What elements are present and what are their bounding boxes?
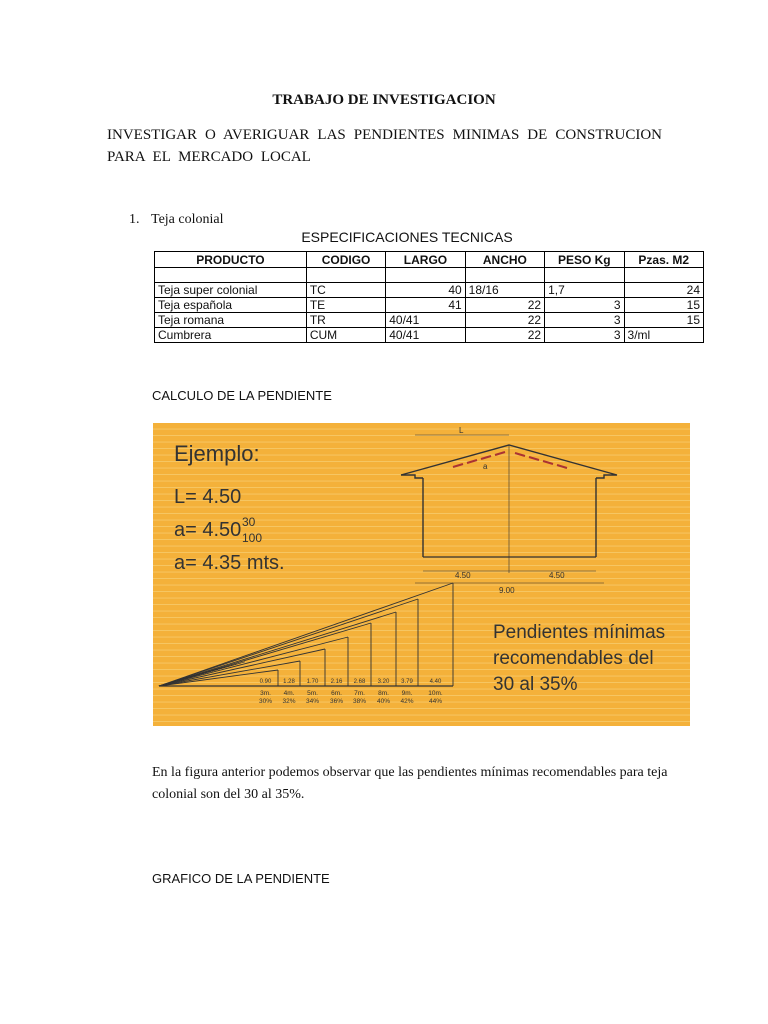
- page-title: TRABAJO DE INVESTIGACION: [272, 92, 496, 108]
- dim-total-label: 9.00: [499, 586, 515, 595]
- table-cell: [545, 268, 624, 283]
- table-cell: 1,7: [545, 283, 624, 298]
- table-cell: 15: [624, 313, 703, 328]
- list-number: 1.: [129, 212, 140, 227]
- note-line-1: Pendientes mínimas: [493, 622, 666, 643]
- table-header: Pzas. M2: [624, 252, 703, 268]
- slope-height-label: 3.79: [401, 679, 413, 685]
- example-heading: Ejemplo:: [174, 441, 260, 466]
- table-cell: [624, 268, 703, 283]
- table-cell: Cumbrera: [155, 328, 307, 343]
- table-cell: 40/41: [386, 328, 465, 343]
- list-item: [129, 212, 224, 228]
- table-cell: 24: [624, 283, 703, 298]
- table-header: LARGO: [386, 252, 465, 268]
- table-cell: [386, 268, 465, 283]
- formula-a-sub: 100: [242, 531, 263, 545]
- table-cell: Teja super colonial: [155, 283, 307, 298]
- slope-height-label: 0.90: [259, 679, 272, 685]
- table-row: [155, 268, 704, 283]
- table-cell: Teja romana: [155, 313, 307, 328]
- slope-length-label: 9m.: [401, 690, 413, 697]
- slope-height-label: 2.68: [353, 679, 366, 685]
- slope-length-label: 10m.: [428, 690, 443, 697]
- spec-title: ESPECIFICACIONES TECNICAS: [301, 229, 513, 245]
- table-cell: 18/16: [465, 283, 544, 298]
- label-l: L: [459, 426, 464, 435]
- table-row: [155, 313, 704, 328]
- table-cell: 22: [465, 298, 544, 313]
- slope-length-label: 5m.: [307, 690, 318, 697]
- slope-figure: [153, 423, 690, 726]
- dim-left-label: 4.50: [455, 571, 471, 580]
- table-row: [155, 298, 704, 313]
- table-cell: TC: [306, 283, 385, 298]
- table-cell: TE: [306, 298, 385, 313]
- slope-length-label: 6m.: [331, 690, 342, 697]
- slope-percent-label: 38%: [352, 698, 367, 705]
- table-cell: 40/41: [386, 313, 465, 328]
- table-row: [155, 283, 704, 298]
- note-line-3: 30 al 35%: [493, 674, 578, 695]
- slope-percent-label: 32%: [282, 698, 296, 705]
- table-cell: 3/ml: [624, 328, 703, 343]
- slope-percent-label: 42%: [400, 698, 414, 705]
- table-cell: 40: [386, 283, 465, 298]
- table-cell: 22: [465, 328, 544, 343]
- graph-heading: GRAFICO DE LA PENDIENTE: [152, 871, 330, 886]
- slope-height-label: 1.70: [306, 679, 319, 685]
- table-cell: 22: [465, 313, 544, 328]
- slope-length-label: 7m.: [354, 690, 365, 697]
- intro-paragraph: INVESTIGAR O AVERIGUAR LAS PENDIENTES MINIMAS DE CONSTRUCION PARA EL MERCADO LOCAL: [107, 127, 662, 165]
- slope-height-label: 2.16: [330, 679, 343, 685]
- formula-a-result: a= 4.35 mts.: [174, 552, 285, 574]
- slope-height-label: 3.20: [377, 679, 390, 685]
- dim-right-label: 4.50: [549, 571, 565, 580]
- table-header: PESO Kg: [545, 252, 624, 268]
- slope-height-label: 4.40: [429, 679, 442, 685]
- table-cell: 3: [545, 328, 624, 343]
- label-a: a: [483, 462, 488, 471]
- table-cell: [155, 268, 307, 283]
- slope-height-label: 1.28: [283, 679, 295, 685]
- table-header: CODIGO: [306, 252, 385, 268]
- slope-percent-label: 40%: [376, 698, 391, 705]
- formula-l: L= 4.50: [174, 486, 242, 508]
- slope-length-label: 4m.: [283, 690, 295, 697]
- table-cell: 3: [545, 298, 624, 313]
- table-cell: Teja española: [155, 298, 307, 313]
- table-header-row: [155, 252, 704, 268]
- table-cell: TR: [306, 313, 385, 328]
- formula-a-sup: 30: [242, 515, 256, 529]
- slope-percent-label: 44%: [428, 698, 443, 705]
- table-cell: 41: [386, 298, 465, 313]
- spec-table: [154, 251, 704, 343]
- list-item-label: Teja colonial: [151, 212, 224, 227]
- table-cell: 3: [545, 313, 624, 328]
- calc-heading: CALCULO DE LA PENDIENTE: [152, 388, 332, 403]
- slope-length-label: 8m.: [378, 690, 389, 697]
- slope-length-label: 3m.: [260, 690, 271, 697]
- slope-percent-label: 30%: [258, 698, 273, 705]
- table-cell: [306, 268, 385, 283]
- table-cell: CUM: [306, 328, 385, 343]
- slope-percent-label: 36%: [329, 698, 344, 705]
- figure-background: [153, 423, 690, 726]
- figure-caption: En la figura anterior podemos observar que las pendientes mínimas recomendables para teja colonial son del 30 al 35%.: [152, 765, 668, 802]
- note-line-2: recomendables del: [493, 648, 654, 669]
- table-cell: [465, 268, 544, 283]
- table-cell: 15: [624, 298, 703, 313]
- table-header: ANCHO: [465, 252, 544, 268]
- slope-percent-label: 34%: [305, 698, 320, 705]
- table-row: [155, 328, 704, 343]
- table-header: PRODUCTO: [155, 252, 307, 268]
- formula-a-prefix: a= 4.50: [174, 519, 242, 541]
